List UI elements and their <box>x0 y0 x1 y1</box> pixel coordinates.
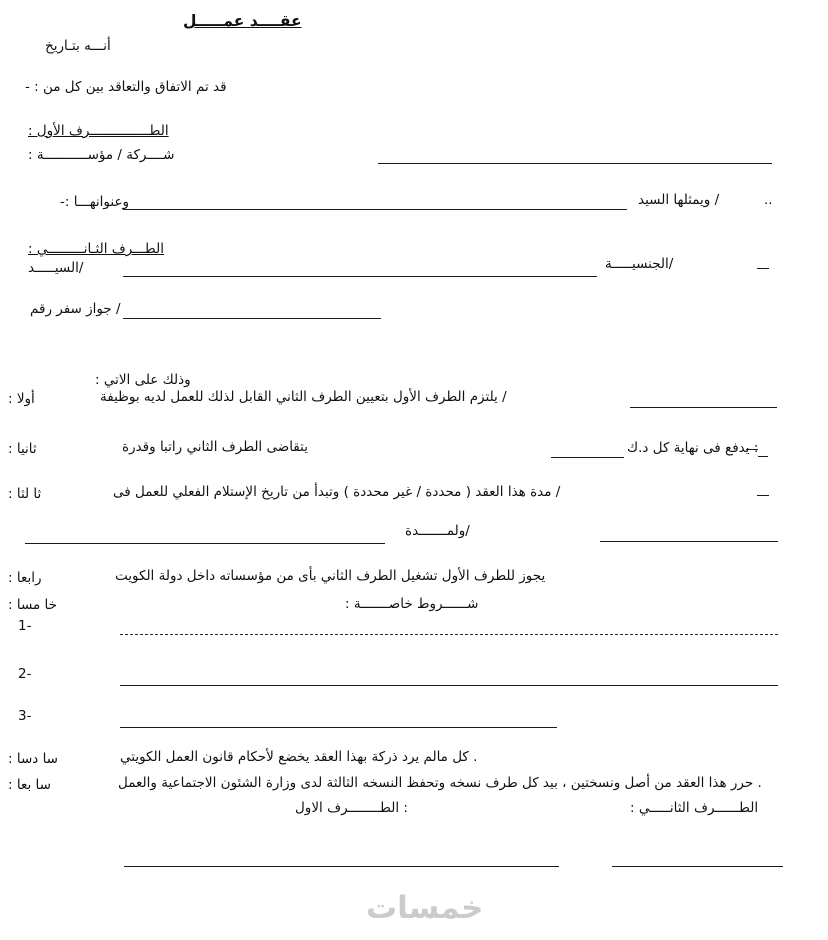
terms-intro: وذلك على الاتي : <box>95 372 191 388</box>
clause6-text: . كل مالم يرد ذركة بهذا العقد يخضع لأحكام قانون العمل الكويتي <box>120 749 478 765</box>
clause7-marker: سا بعا : <box>8 777 51 793</box>
special-item-1-line <box>120 634 778 635</box>
address-fill-line <box>123 209 627 210</box>
clause3-marker: ثا لثا : <box>8 486 42 502</box>
salary-fill-line <box>551 457 624 458</box>
duration-left-fill-line <box>25 543 385 544</box>
special-item-3-line <box>120 727 557 728</box>
clause2-dash <box>746 449 758 450</box>
address-label: وعنوانهـــا :- <box>60 194 130 210</box>
signature-line-second <box>612 866 783 867</box>
clause2-marker: ثانيا : <box>8 441 37 457</box>
clause2-payment-text: : يدفع فى نهاية كل د.ك <box>627 440 759 456</box>
clause5-marker: خا مسا : <box>8 597 57 613</box>
nationality-label: /الجنسيـــــة <box>605 256 674 272</box>
document-title: عقــــد عمـــــل <box>183 12 302 30</box>
second-party-header: الطـــرف الثـانـــــــــي : <box>28 241 164 257</box>
represented-by-label: / ويمثلها السيد <box>638 192 720 208</box>
clause1-fill-line <box>630 407 777 408</box>
clause2-underscore <box>758 456 768 457</box>
duration-label: /ولمـــــــدة <box>405 523 470 539</box>
clause4-marker: رابعا : <box>8 570 42 586</box>
duration-right-fill-line <box>600 541 778 542</box>
signature-second-party-label: الطــــــرف الثانـــــي : <box>630 800 759 816</box>
signature-first-party-label: : الطــــــــرف الاول <box>295 800 408 816</box>
nationality-dash <box>757 268 769 269</box>
special-item-2-line <box>120 685 778 686</box>
date-line: أنـــه بتـاريخ <box>45 38 111 54</box>
special-item-3: 3- <box>18 708 32 724</box>
clause4-text: يجوز للطرف الأول تشغيل الطرف الثاني بأى من مؤسساته داخل دولة الكويت <box>115 568 546 584</box>
name-fill-line <box>123 276 597 277</box>
clause3-text: / مدة هذا العقد ( محددة / غير محددة ) وتبدأ من تاريخ الإستلام الفعلي للعمل فى <box>113 484 561 500</box>
passport-fill-line <box>123 318 381 319</box>
khamsat-watermark: خمسات <box>366 890 484 926</box>
passport-label: / جواز سفر رقم <box>30 301 121 317</box>
company-label: شــــركة / مؤســـــــــــة : <box>28 147 175 163</box>
agreement-line: قد تم الاتفاق والتعاقد بين كل من : - <box>25 79 227 95</box>
clause2-text: يتقاضى الطرف الثاني راتبا وقدرة <box>122 439 308 455</box>
first-party-header: الطـــــــــــــــرف الأول : <box>28 123 169 139</box>
clause1-text: / يلتزم الطرف الأول بتعيين الطرف الثاني القابل لذلك للعمل لديه بوظيفة <box>100 389 507 405</box>
clause3-dash <box>757 495 769 496</box>
mr-label: /السيـــــد <box>28 260 84 276</box>
special-item-1: 1- <box>18 618 32 634</box>
company-fill-line <box>378 163 772 164</box>
signature-line-first <box>124 866 559 867</box>
clause7-text: . حرر هذا العقد من أصل ونسختين ، بيد كل طرف نسخه وتحفظ النسخه الثالثة لدى وزارة الشئون الاجتماعية والعمل <box>118 775 762 791</box>
clause6-marker: سا دسا : <box>8 751 58 767</box>
trailing-dots: .. <box>764 192 773 208</box>
special-item-2: 2- <box>18 666 32 682</box>
special-conditions-title: شــــــروط خاصـــــــة : <box>345 596 479 612</box>
clause1-marker: أولا : <box>8 391 35 407</box>
